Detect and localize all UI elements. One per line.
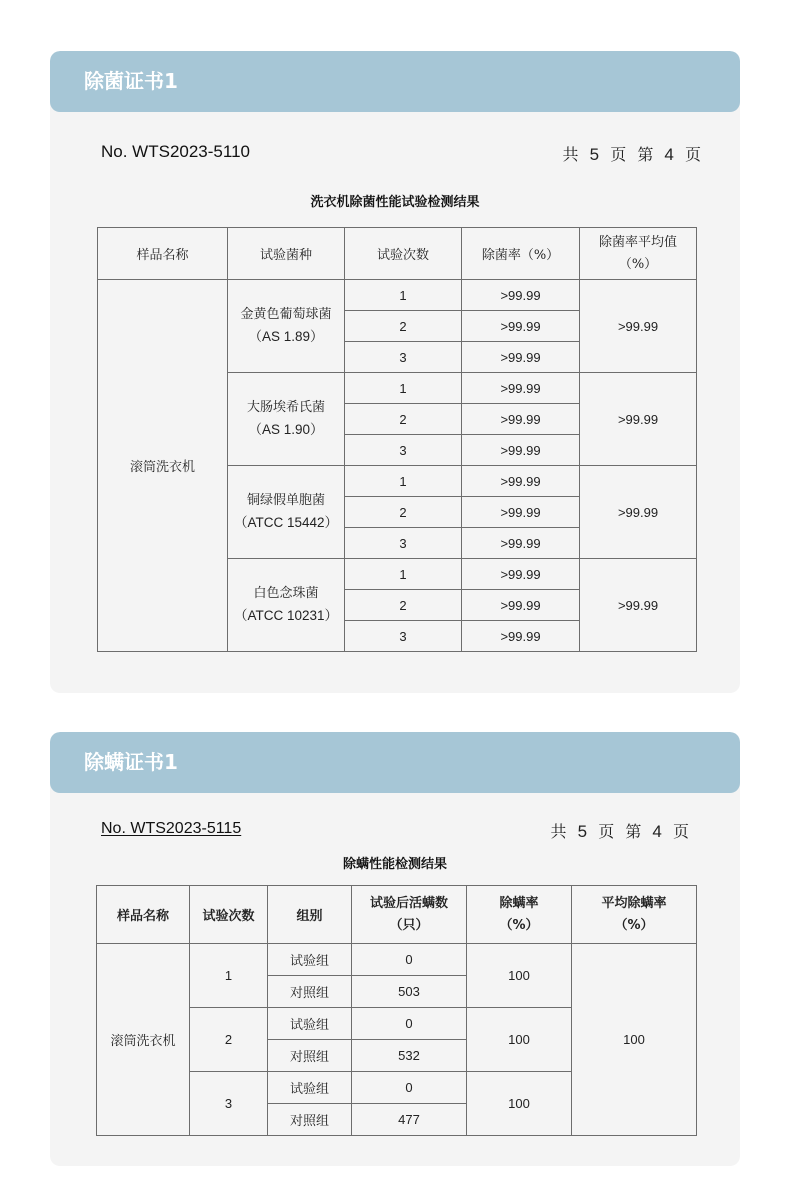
header-group: 组别 [268,886,352,944]
sample-name-cell: 滚筒洗衣机 [97,944,190,1136]
mite-removal-results-table [96,885,697,1136]
strain-name: 金黄色葡萄球菌 [240,307,332,322]
live-mite-count: 503 [352,976,467,1008]
table-row [97,944,697,976]
run-number: 3 [345,621,462,652]
strain-cell [228,559,345,652]
mite-removal-certificate-card [50,732,740,1166]
strain-cell [228,466,345,559]
live-mite-count: 0 [352,1072,467,1104]
page-info-text: 页 [684,145,702,164]
run-number: 1 [345,559,462,590]
strain-name: 白色念珠菌 [253,586,319,601]
document-number: No. WTS2023-5110 [101,142,250,161]
average-removal-rate-value: 100 [572,944,697,1136]
table-header-row [98,228,697,280]
header-line: （%） [618,256,658,272]
rate-value: >99.99 [462,466,580,497]
average-rate-value: >99.99 [580,559,697,652]
sample-name-cell: 滚筒洗衣机 [98,280,228,652]
card-header: 除螨证书1 [50,732,740,793]
page-info-text: 第 [637,145,655,164]
page-info [563,142,702,165]
current-page: 4 [652,822,663,841]
rate-value: >99.99 [462,342,580,373]
run-number: 2 [345,404,462,435]
run-number: 1 [190,944,268,1008]
header-sample-name: 样品名称 [98,228,228,280]
group-label: 对照组 [268,1040,352,1072]
removal-rate-value: 100 [467,944,572,1008]
average-rate-value: >99.99 [580,280,697,373]
total-pages: 5 [577,822,589,841]
strain-cell [228,373,345,466]
run-number: 2 [190,1008,268,1072]
header-strain: 试验菌种 [228,228,345,280]
table-title: 洗衣机除菌性能试验检测结果 [310,195,480,210]
group-label: 试验组 [268,1072,352,1104]
run-number: 1 [345,373,462,404]
header-line: （%） [499,917,539,933]
page-info-text: 共 [550,822,568,841]
run-number: 2 [345,590,462,621]
card-header: 除菌证书1 [50,51,740,112]
sterilization-results-table [97,227,697,652]
rate-value: >99.99 [462,311,580,342]
removal-rate-value: 100 [467,1072,572,1136]
average-rate-value: >99.99 [580,373,697,466]
sterilization-certificate-card [50,51,740,693]
live-mite-count: 0 [352,944,467,976]
strain-code: （AS 1.90） [248,422,324,437]
header-average-rate [580,228,697,280]
table-row [98,280,697,311]
strain-name: 大肠埃希氏菌 [246,400,325,415]
current-page: 4 [664,145,675,164]
rate-value: >99.99 [462,435,580,466]
group-label: 试验组 [268,944,352,976]
header-run-count: 试验次数 [345,228,462,280]
rate-value: >99.99 [462,497,580,528]
live-mite-count: 532 [352,1040,467,1072]
page-info [551,819,690,842]
run-number: 3 [190,1072,268,1136]
strain-code: （ATCC 10231） [233,608,339,623]
strain-code: （ATCC 15442） [233,515,339,530]
rate-value: >99.99 [462,404,580,435]
document-number: No. WTS2023-5115 [101,820,242,837]
page-info-text: 页 [672,822,690,841]
rate-value: >99.99 [462,559,580,590]
removal-rate-value: 100 [467,1008,572,1072]
header-run-count: 试验次数 [190,886,268,944]
run-number: 3 [345,528,462,559]
average-rate-value: >99.99 [580,466,697,559]
run-number: 3 [345,342,462,373]
rate-value: >99.99 [462,590,580,621]
header-live-mites [352,886,467,944]
header-line: （%） [614,917,654,933]
page-info-text: 第 [625,822,643,841]
live-mite-count: 477 [352,1104,467,1136]
rate-value: >99.99 [462,280,580,311]
header-rate: 除菌率（%） [462,228,580,280]
header-sample-name: 样品名称 [97,886,190,944]
rate-value: >99.99 [462,528,580,559]
run-number: 1 [345,466,462,497]
table-header-row [97,886,697,944]
run-number: 2 [345,311,462,342]
table-title: 除螨性能检测结果 [342,857,447,872]
header-removal-rate [467,886,572,944]
strain-cell [228,280,345,373]
group-label: 对照组 [268,1104,352,1136]
run-number: 2 [345,497,462,528]
group-label: 试验组 [268,1008,352,1040]
strain-name: 铜绿假单胞菌 [246,493,325,508]
page-info-text: 共 [562,145,580,164]
group-label: 对照组 [268,976,352,1008]
page-info-text: 页 [598,822,616,841]
run-number: 3 [345,435,462,466]
run-number: 1 [345,280,462,311]
header-line: 除螨率 [499,895,539,911]
header-line: 除菌率平均值 [598,234,677,250]
rate-value: >99.99 [462,373,580,404]
strain-code: （AS 1.89） [248,329,324,344]
header-line: 试验后活螨数 [369,895,448,911]
header-line: 平均除螨率 [601,895,667,911]
rate-value: >99.99 [462,621,580,652]
header-line: （只） [389,917,429,933]
total-pages: 5 [589,145,601,164]
header-average-removal-rate [572,886,697,944]
page-info-text: 页 [610,145,628,164]
live-mite-count: 0 [352,1008,467,1040]
